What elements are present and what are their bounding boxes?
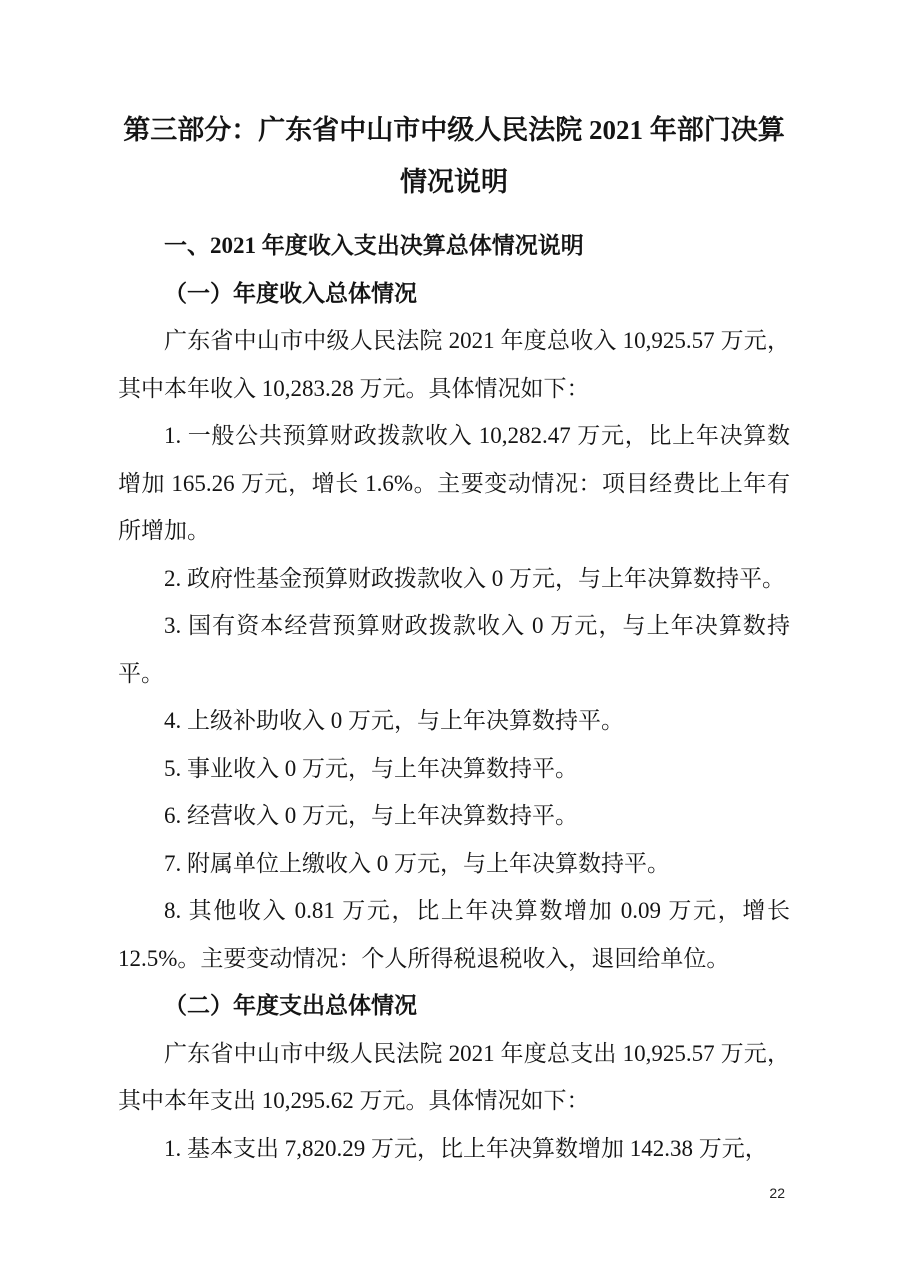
- income-item-3: 3. 国有资本经营预算财政拨款收入 0 万元，与上年决算数持平。: [118, 613, 790, 686]
- section-heading-overview: 一、2021 年度收入支出决算总体情况说明: [164, 233, 584, 258]
- income-item-6: 6. 经营收入 0 万元，与上年决算数持平。: [164, 803, 578, 828]
- income-intro-paragraph: 广东省中山市中级人民法院 2021 年度总收入 10,925.57 万元，其中本年收入 10,283.28 万元。具体情况如下：: [118, 328, 790, 401]
- income-item-2: 2. 政府性基金预算财政拨款收入 0 万元，与上年决算数持平。: [164, 565, 785, 591]
- subsection-heading-expenditure: （二）年度支出总体情况: [164, 993, 417, 1018]
- income-item-7: 7. 附属单位上缴收入 0 万元，与上年决算数持平。: [164, 850, 670, 876]
- page-number: 22: [769, 1185, 785, 1201]
- subsection-heading-income: （一）年度收入总体情况: [164, 280, 417, 306]
- document-title-line-2: 情况说明: [400, 167, 508, 197]
- document-title: [118, 104, 790, 208]
- income-item-5: 5. 事业收入 0 万元，与上年决算数持平。: [164, 755, 578, 781]
- income-item-1: 1. 一般公共预算财政拨款收入 10,282.47 万元，比上年决算数增加 165.26 万元，增长 1.6%。主要变动情况：项目经费比上年有所增加。: [118, 423, 790, 543]
- expenditure-item-1: 1. 基本支出 7,820.29 万元，比上年决算数增加 142.38 万元，: [164, 1135, 768, 1161]
- income-item-8: 8. 其他收入 0.81 万元，比上年决算数增加 0.09 万元，增长 12.5%。主要变动情况：个人所得税退税收入，退回给单位。: [118, 898, 790, 971]
- document-title-line-1: 第三部分：广东省中山市中级人民法院 2021 年部门决算: [123, 115, 785, 145]
- expenditure-intro-paragraph: 广东省中山市中级人民法院 2021 年度总支出 10,925.57 万元，其中本年支出 10,295.62 万元。具体情况如下：: [118, 1040, 790, 1113]
- income-item-4: 4. 上级补助收入 0 万元，与上年决算数持平。: [164, 708, 624, 733]
